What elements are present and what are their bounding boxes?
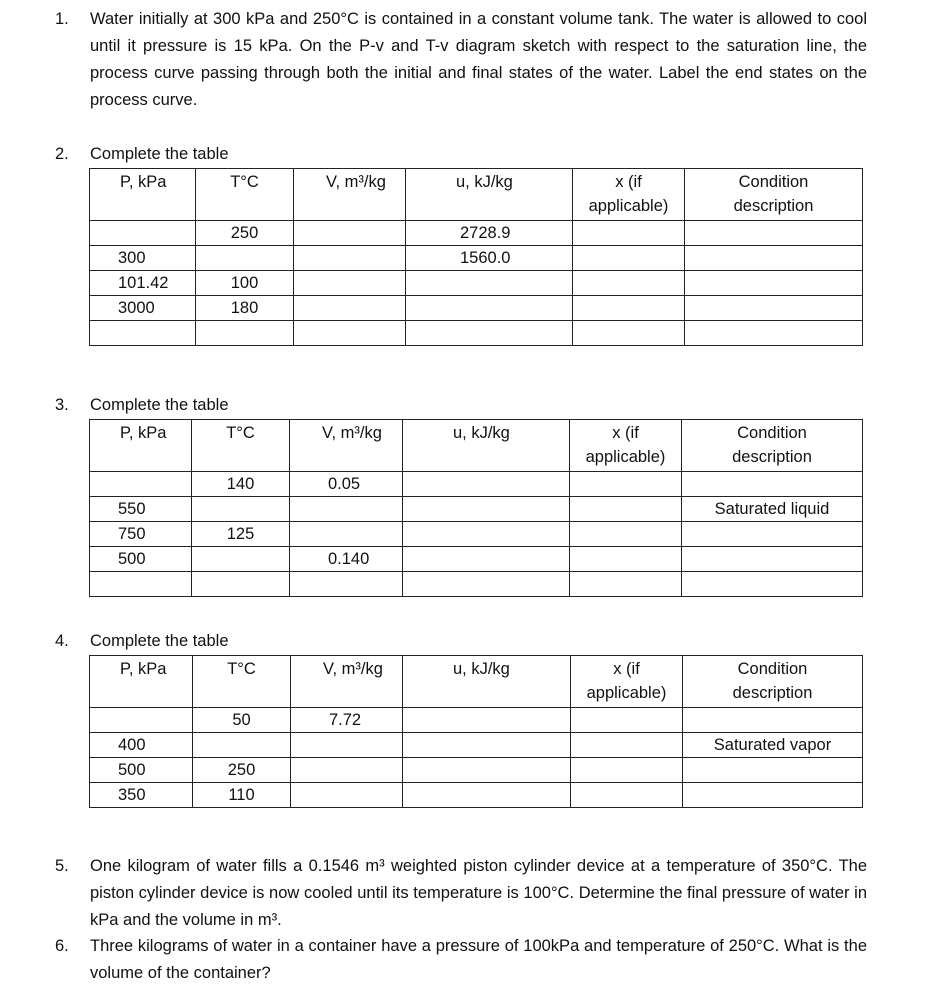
header-condition-line1: Condition: [737, 424, 807, 442]
cell-quality: [571, 783, 683, 808]
cell-quality: [570, 522, 682, 547]
question-5: [55, 853, 867, 934]
question-text: One kilogram of water fills a 0.1546 m³ weighted piston cylinder device at a temperature of 350°C. The piston cylinder device is now cooled until its temperature is 100°C. Determine the final pressure of water in kPa and the volume in m³.: [90, 857, 867, 929]
header-condition-line2: description: [732, 684, 813, 702]
cell-temperature: [193, 733, 291, 758]
cell-condition: [682, 472, 863, 497]
property-table-3: [89, 419, 863, 597]
cell-temperature: [192, 572, 290, 597]
cell-specific-volume: [291, 758, 403, 783]
table-caption: Complete the table: [90, 145, 229, 163]
cell-pressure: [90, 221, 196, 246]
cell-temperature: 250: [196, 221, 294, 246]
table-row: [90, 547, 863, 572]
cell-quality: [573, 271, 685, 296]
cell-specific-volume: [294, 296, 406, 321]
cell-temperature: 50: [193, 708, 291, 733]
table-header-row: [90, 420, 863, 472]
cell-pressure: 500: [90, 758, 193, 783]
header-pressure: P, kPa: [90, 420, 192, 472]
cell-pressure: 750: [90, 522, 192, 547]
header-internal-energy: u, kJ/kg: [406, 169, 573, 221]
header-condition-line1: Condition: [738, 173, 809, 191]
table-body: [90, 656, 863, 808]
question-number: 5.: [55, 857, 69, 875]
cell-specific-volume: [291, 733, 403, 758]
header-specific-volume: V, m³/kg: [291, 656, 403, 708]
header-condition: [682, 420, 863, 472]
cell-condition: [683, 758, 863, 783]
question-number: 1.: [55, 10, 69, 28]
header-temperature: T°C: [196, 169, 294, 221]
table-row: [90, 321, 863, 346]
cell-specific-volume: [294, 321, 406, 346]
cell-temperature: [196, 246, 294, 271]
cell-pressure: 350: [90, 783, 193, 808]
table-body: [90, 420, 863, 597]
table-row: [90, 708, 863, 733]
table-row: [90, 522, 863, 547]
cell-internal-energy: [406, 296, 573, 321]
cell-specific-volume: 0.05: [290, 472, 403, 497]
cell-pressure: 500: [90, 547, 192, 572]
cell-condition: [683, 708, 863, 733]
table-caption: Complete the table: [90, 396, 229, 414]
header-condition-line2: description: [733, 197, 814, 215]
header-quality-line1: x (if: [612, 424, 639, 442]
cell-temperature: [196, 321, 294, 346]
cell-condition: [682, 547, 863, 572]
cell-specific-volume: [294, 221, 406, 246]
cell-internal-energy: [403, 783, 571, 808]
table-row: [90, 758, 863, 783]
table-row: [90, 497, 863, 522]
cell-internal-energy: 1560.0: [406, 246, 573, 271]
cell-temperature: 250: [193, 758, 291, 783]
cell-specific-volume: [290, 572, 403, 597]
header-condition-line2: description: [732, 448, 812, 466]
cell-condition: [685, 296, 863, 321]
cell-condition: [685, 221, 863, 246]
table-row: [90, 733, 863, 758]
cell-condition: Saturated vapor: [683, 733, 863, 758]
cell-condition: [682, 522, 863, 547]
cell-internal-energy: [403, 572, 570, 597]
cell-internal-energy: [406, 321, 573, 346]
cell-quality: [573, 246, 685, 271]
cell-specific-volume: 7.72: [291, 708, 403, 733]
cell-internal-energy: [403, 497, 570, 522]
table-body: [90, 169, 863, 346]
header-quality-line2: applicable): [585, 448, 666, 466]
property-table-2: [89, 168, 863, 346]
cell-temperature: 110: [193, 783, 291, 808]
header-temperature: T°C: [192, 420, 290, 472]
cell-internal-energy: [403, 708, 571, 733]
table-row: [90, 572, 863, 597]
cell-specific-volume: 0.140: [290, 547, 403, 572]
cell-pressure: [90, 708, 193, 733]
cell-specific-volume: [291, 783, 403, 808]
question-number: 2.: [55, 145, 69, 163]
table-header-row: [90, 169, 863, 221]
cell-pressure: 400: [90, 733, 193, 758]
header-condition: [683, 656, 863, 708]
cell-specific-volume: [294, 246, 406, 271]
cell-internal-energy: [403, 472, 570, 497]
question-6: [55, 933, 867, 987]
cell-pressure: 101.42: [90, 271, 196, 296]
cell-quality: [571, 708, 683, 733]
cell-internal-energy: [403, 758, 571, 783]
cell-temperature: [192, 547, 290, 572]
cell-quality: [570, 472, 682, 497]
cell-temperature: 125: [192, 522, 290, 547]
table-row: [90, 271, 863, 296]
cell-quality: [573, 321, 685, 346]
cell-condition: Saturated liquid: [682, 497, 863, 522]
header-quality: [573, 169, 685, 221]
cell-internal-energy: [403, 733, 571, 758]
header-quality: [570, 420, 682, 472]
cell-pressure: 3000: [90, 296, 196, 321]
cell-quality: [570, 497, 682, 522]
cell-condition: [683, 783, 863, 808]
header-specific-volume: V, m³/kg: [290, 420, 403, 472]
table-row: [90, 221, 863, 246]
table-row: [90, 472, 863, 497]
header-quality-line2: applicable): [586, 684, 667, 702]
cell-pressure: [90, 321, 196, 346]
cell-internal-energy: 2728.9: [406, 221, 573, 246]
table-row: [90, 246, 863, 271]
property-table-4: [89, 655, 863, 808]
cell-quality: [571, 758, 683, 783]
cell-pressure: [90, 572, 192, 597]
header-internal-energy: u, kJ/kg: [403, 656, 571, 708]
header-pressure: P, kPa: [90, 169, 196, 221]
cell-temperature: [192, 497, 290, 522]
cell-internal-energy: [406, 271, 573, 296]
question-1: [55, 6, 867, 114]
cell-temperature: 140: [192, 472, 290, 497]
cell-pressure: 300: [90, 246, 196, 271]
header-quality: [571, 656, 683, 708]
cell-quality: [573, 221, 685, 246]
cell-condition: [685, 321, 863, 346]
cell-condition: [685, 246, 863, 271]
cell-quality: [571, 733, 683, 758]
cell-quality: [570, 547, 682, 572]
header-pressure: P, kPa: [90, 656, 193, 708]
table-caption: Complete the table: [90, 632, 229, 650]
cell-quality: [570, 572, 682, 597]
header-specific-volume: V, m³/kg: [294, 169, 406, 221]
header-quality-line1: x (if: [615, 173, 642, 191]
question-text: Three kilograms of water in a container have a pressure of 100kPa and temperature of 250°C. What is the volume of the container?: [90, 937, 867, 982]
question-text: Water initially at 300 kPa and 250°C is contained in a constant volume tank. The water is allowed to cool until it pressure is 15 kPa. On the P-v and T-v diagram sketch with respect to the saturation line, the process curve passing through both the initial and final states of the water. Label the end states on the process curve.: [90, 10, 867, 109]
header-condition: [685, 169, 863, 221]
header-internal-energy: u, kJ/kg: [403, 420, 570, 472]
question-number: 4.: [55, 632, 69, 650]
cell-internal-energy: [403, 547, 570, 572]
question-number: 3.: [55, 396, 69, 414]
cell-pressure: [90, 472, 192, 497]
cell-temperature: 180: [196, 296, 294, 321]
cell-quality: [573, 296, 685, 321]
header-condition-line1: Condition: [737, 660, 808, 678]
cell-condition: [682, 572, 863, 597]
cell-condition: [685, 271, 863, 296]
cell-internal-energy: [403, 522, 570, 547]
cell-specific-volume: [290, 497, 403, 522]
table-header-row: [90, 656, 863, 708]
cell-temperature: 100: [196, 271, 294, 296]
cell-specific-volume: [290, 522, 403, 547]
cell-specific-volume: [294, 271, 406, 296]
header-temperature: T°C: [193, 656, 291, 708]
header-quality-line1: x (if: [613, 660, 640, 678]
table-row: [90, 296, 863, 321]
header-quality-line2: applicable): [588, 197, 669, 215]
question-number: 6.: [55, 937, 69, 955]
cell-pressure: 550: [90, 497, 192, 522]
table-row: [90, 783, 863, 808]
